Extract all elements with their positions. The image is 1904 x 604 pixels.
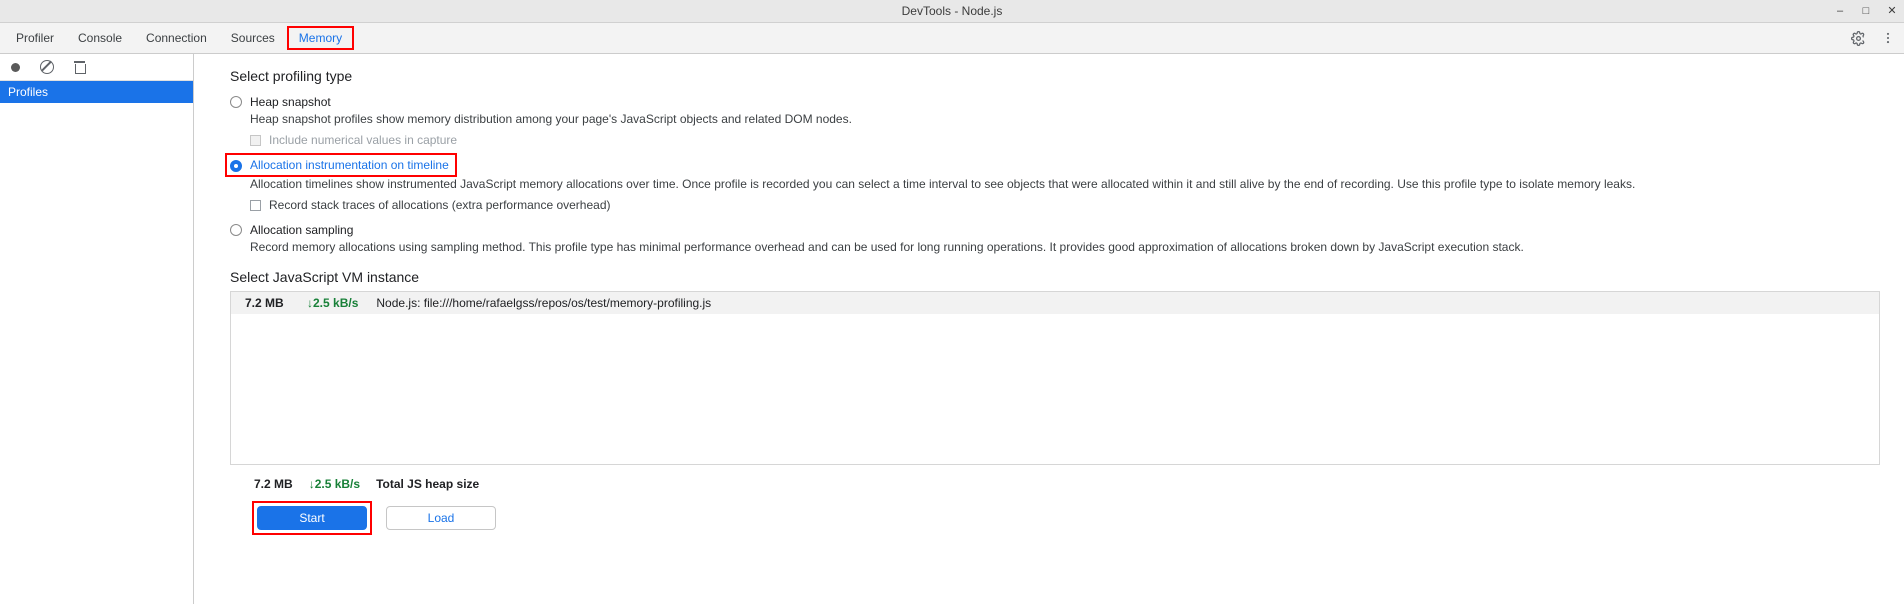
devtools-body — [0, 54, 1904, 604]
tab-memory-label: Memory — [298, 31, 343, 45]
checkbox-record-stack-traces[interactable] — [250, 198, 1904, 212]
action-buttons — [254, 503, 1904, 533]
option-heap-snapshot-description: Heap snapshot profiles show memory distribution among your page's JavaScript objects and related DOM nodes. — [250, 112, 852, 126]
sidebar-toolbar — [0, 54, 193, 81]
title-bar — [0, 0, 1904, 23]
vm-instance-row[interactable] — [231, 292, 1879, 314]
option-allocation-instrumentation-description: Allocation timelines show instrumented JavaScript memory allocations over time. Once profile is recorded you can select a time interval to see objects that were allocated within it and still alive by the end of recording. Use this profile type to isolate memory leaks. — [250, 177, 1636, 191]
tab-profiler-label: Profiler — [16, 31, 55, 45]
window-controls — [1834, 0, 1898, 22]
sidebar-item-profiles[interactable] — [0, 81, 193, 103]
clear-icon[interactable] — [38, 58, 56, 76]
total-heap-size: 7.2 MB — [254, 477, 293, 491]
tabstrip-actions — [1850, 23, 1896, 53]
devtools-tabstrip — [0, 23, 1904, 54]
record-icon[interactable] — [6, 58, 24, 76]
start-button[interactable]: Start — [257, 506, 367, 530]
option-allocation-instrumentation-label: Allocation instrumentation on timeline — [250, 158, 449, 172]
vm-instance-list[interactable] — [230, 291, 1880, 465]
tab-console[interactable] — [66, 23, 134, 53]
option-allocation-instrumentation[interactable] — [230, 157, 1904, 175]
tab-profiler[interactable] — [4, 23, 66, 53]
load-button[interactable]: Load — [386, 506, 496, 530]
gear-icon[interactable] — [1850, 30, 1866, 46]
memory-panel — [194, 54, 1904, 604]
option-allocation-sampling-label: Allocation sampling — [250, 223, 354, 237]
tab-console-label: Console — [78, 31, 123, 45]
sidebar — [0, 54, 194, 604]
radio-allocation-instrumentation-icon[interactable] — [230, 160, 242, 172]
checkbox-record-stack-traces-label: Record stack traces of allocations (extra performance overhead) — [269, 198, 611, 212]
vm-instance-title: Select JavaScript VM instance — [230, 269, 420, 285]
tab-list — [0, 23, 354, 53]
option-heap-snapshot[interactable] — [230, 94, 1904, 110]
option-allocation-sampling-description: Record memory allocations using sampling method. This profile type has minimal performance overhead and can be used for long running operations. It provides good approximation of allocations broken down by JavaScript execution stack. — [250, 240, 1524, 254]
tab-sources-label: Sources — [230, 31, 275, 45]
radio-allocation-sampling-icon[interactable] — [230, 224, 242, 236]
profiling-type-title: Select profiling type — [230, 68, 353, 84]
checkbox-record-stack-traces-icon[interactable] — [250, 200, 261, 211]
option-allocation-sampling[interactable] — [230, 222, 1904, 238]
checkbox-include-numerical-values-label: Include numerical values in capture — [269, 133, 458, 147]
vm-instance-rate: ↓2.5 kB/s — [307, 296, 359, 310]
vm-instance-size: 7.2 MB — [245, 296, 284, 310]
option-heap-snapshot-label: Heap snapshot — [250, 95, 331, 109]
tab-sources[interactable] — [219, 23, 287, 53]
total-heap-label: Total JS heap size — [376, 477, 480, 491]
tab-connection-label: Connection — [146, 31, 207, 45]
heap-totals — [254, 477, 1904, 491]
panel-scrollbar[interactable] — [1894, 54, 1904, 604]
tab-memory[interactable] — [287, 26, 354, 50]
sidebar-item-profiles-label: Profiles — [8, 85, 49, 99]
radio-heap-snapshot-icon[interactable] — [230, 96, 242, 108]
vm-instance-name: Node.js: file:///home/rafaelgss/repos/os/test/memory-profiling.js — [376, 296, 712, 310]
checkbox-include-numerical-values-icon[interactable] — [250, 135, 261, 146]
checkbox-include-numerical-values[interactable] — [250, 133, 1904, 147]
minimize-icon[interactable]: – — [1836, 4, 1844, 17]
maximize-icon[interactable]: □ — [1862, 4, 1870, 17]
tab-connection[interactable] — [134, 23, 219, 53]
more-vertical-icon[interactable] — [1880, 30, 1896, 46]
close-icon[interactable]: ✕ — [1887, 4, 1897, 17]
window-title: DevTools - Node.js — [901, 4, 1003, 18]
option-allocation-instrumentation-highlight[interactable] — [227, 155, 455, 175]
start-button-highlight — [254, 503, 370, 533]
total-heap-rate: ↓2.5 kB/s — [308, 477, 361, 491]
trash-icon[interactable] — [70, 58, 88, 76]
